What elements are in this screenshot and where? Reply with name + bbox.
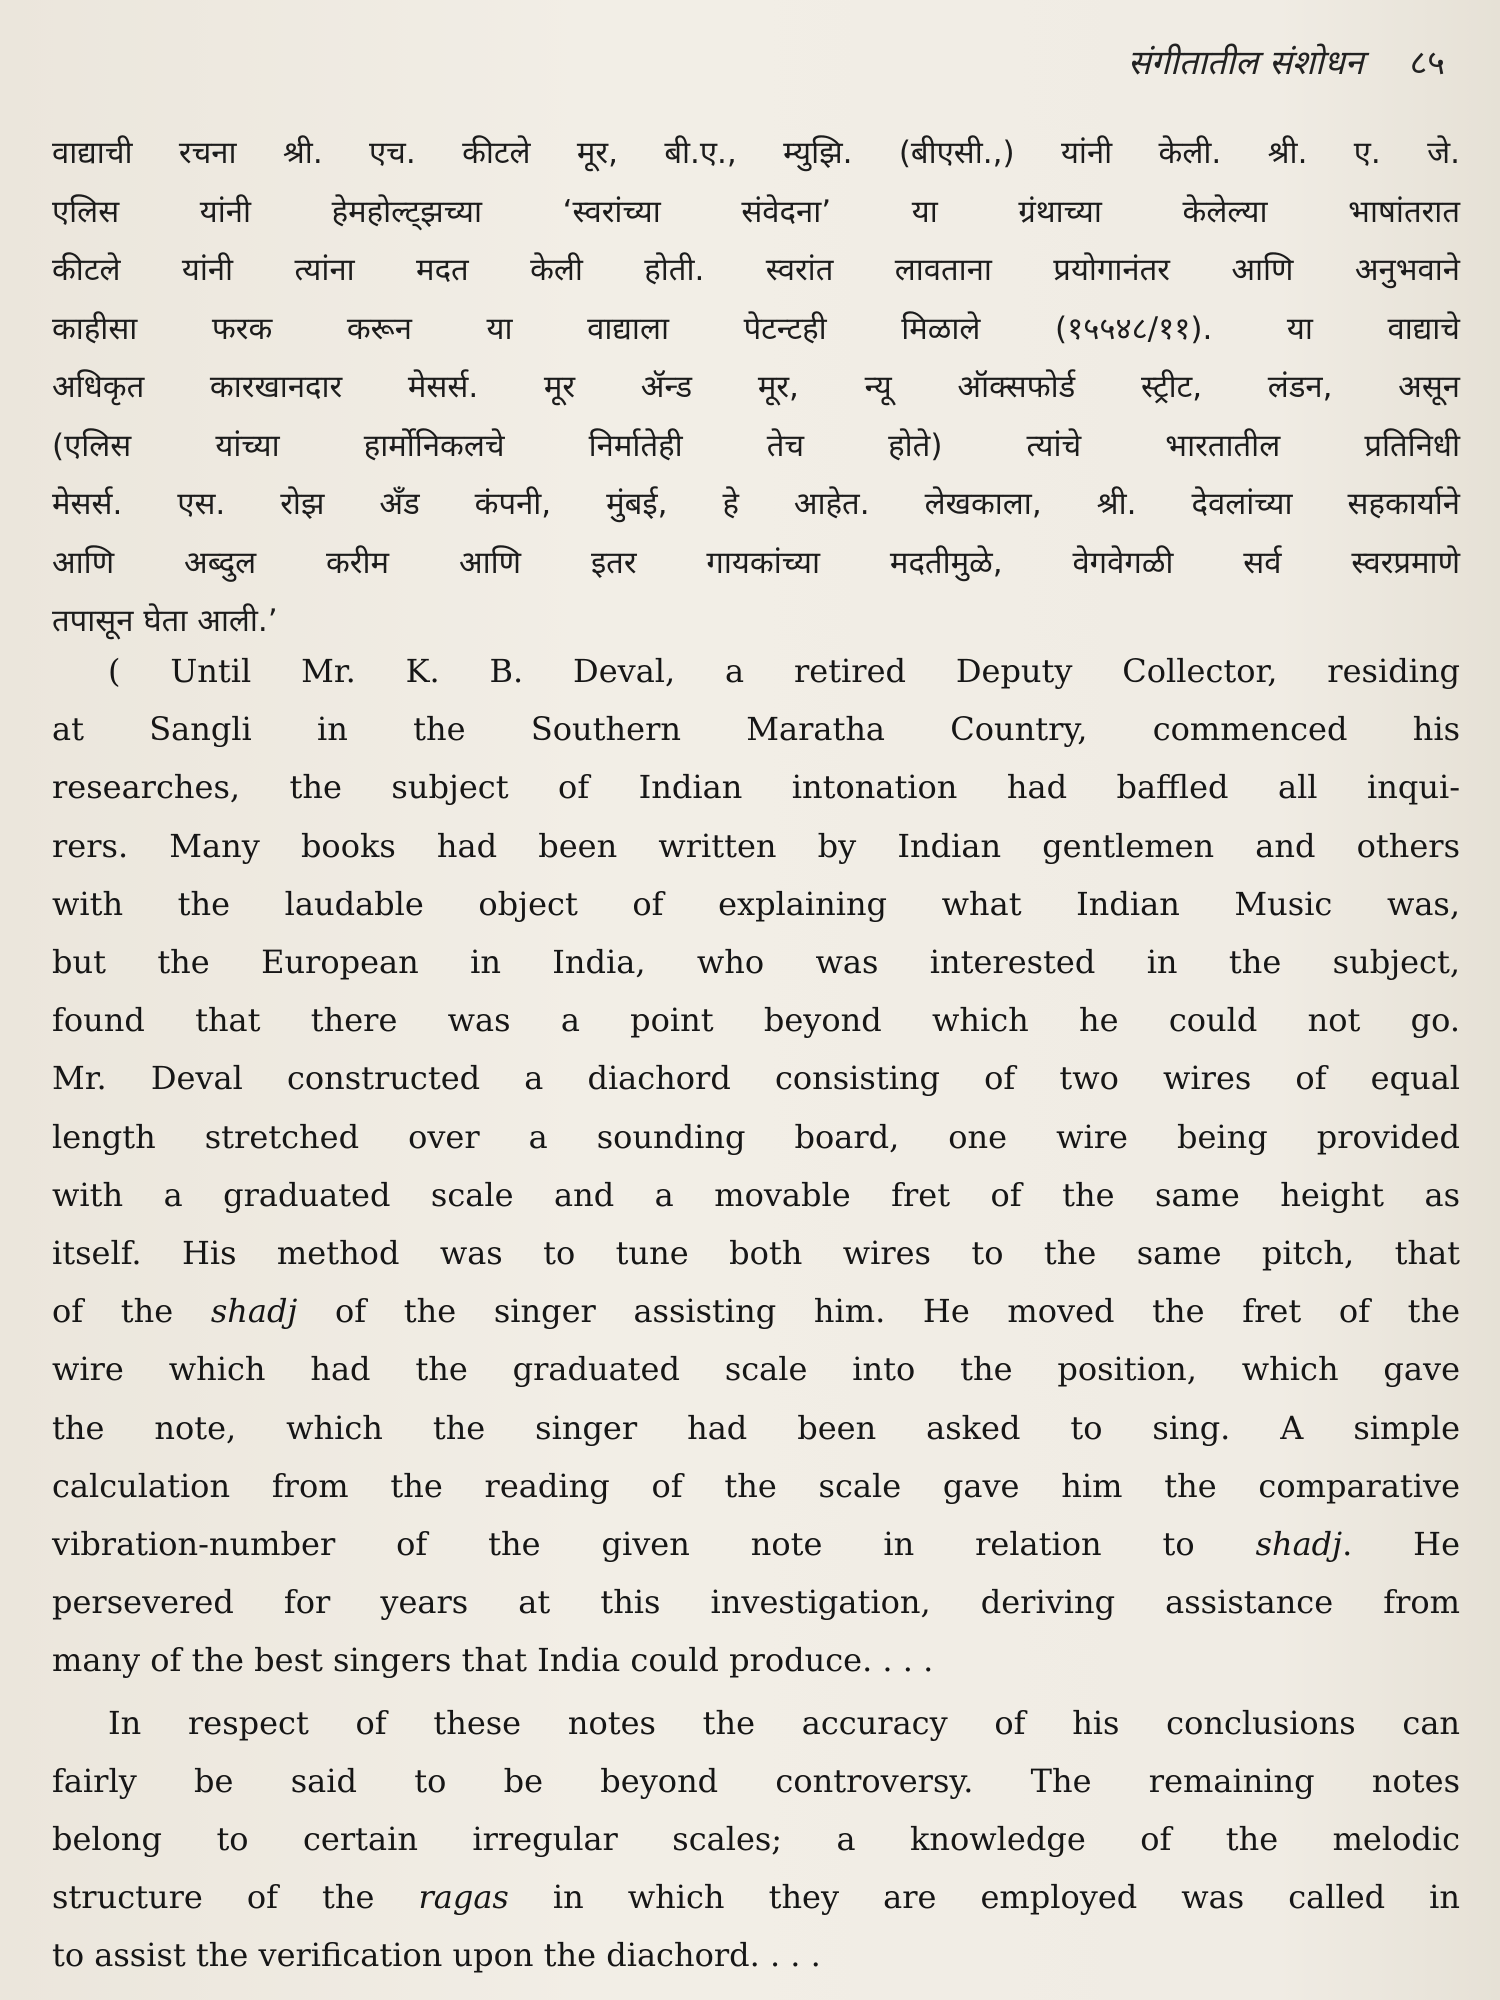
text-segment: structure of the: [52, 1878, 419, 1917]
text-segment: vibration-number of the given note in relation to: [52, 1525, 1256, 1564]
quote-paragraph-1: [52, 642, 1460, 1690]
text-line: researches, the subject of Indian intonation had baffled all inqui-: [52, 768, 1460, 807]
text-line: at Sangli in the Southern Maratha Country, commenced his: [52, 710, 1460, 749]
text-line: वाद्याची रचना श्री. एच. कीटले मूर, बी.ए., म्युझि. (बीएसी.,) यांनी केली. श्री. ए. जे.: [52, 135, 1460, 171]
text-segment: . He: [1342, 1525, 1461, 1564]
text-line: with a graduated scale and a movable fret of the same height as: [52, 1175, 1460, 1214]
italic-term: shadj: [1255, 1525, 1343, 1564]
text-line: found that there was a point beyond which he could not go.: [52, 1001, 1460, 1040]
text-line: आणि अब्दुल करीम आणि इतर गायकांच्या मदतीमुळे, वेगवेगळी सर्व स्वरप्रमाणे: [52, 544, 1460, 581]
text-line: length stretched over a sounding board, one wire being provided: [52, 1117, 1460, 1156]
text-line: काहीसा फरक करून या वाद्याला पेटन्टही मिळाले (१५५४८/११). या वाद्याचे: [52, 310, 1460, 347]
text-line: persevered for years at this investigation, deriving assistance from: [52, 1583, 1460, 1622]
marathi-paragraph: [52, 124, 1460, 651]
quote-paragraph-2: [52, 1694, 1460, 1985]
text-line: itself. His method was to tune both wires to the same pitch, that: [52, 1234, 1460, 1273]
italic-term: shadj: [210, 1292, 298, 1331]
text-line: (एलिस यांच्या हार्मोनिकलचे निर्मातेही तेच होते) त्यांचे भारतातील प्रतिनिधी: [52, 427, 1460, 464]
text-line: [52, 1515, 1460, 1573]
running-header: [1128, 38, 1445, 84]
text-line: to assist the verification upon the diachord. . . .: [52, 1936, 821, 1975]
english-quotation: [52, 642, 1460, 1985]
header-title: संगीतातील संशोधन: [1127, 43, 1364, 83]
text-line: [52, 1868, 1460, 1926]
text-line: fairly be said to be beyond controversy. The remaining notes: [52, 1761, 1460, 1800]
text-line: rers. Many books had been written by Indian gentlemen and others: [52, 826, 1460, 865]
italic-term: ragas: [418, 1878, 509, 1917]
text-line: कीटले यांनी त्यांना मदत केली होती. स्वरांत लावताना प्रयोगानंतर आणि अनुभवाने: [52, 252, 1460, 288]
text-line: wire which had the graduated scale into the position, which gave: [52, 1350, 1460, 1389]
text-segment: of the singer assisting him. He moved the fret of the: [297, 1292, 1460, 1331]
text-segment: of the: [52, 1292, 211, 1331]
text-line: एलिस यांनी हेमहोल्ट्झच्या ‘स्वरांच्या संवेदना’ या ग्रंथाच्या केलेल्या भाषांतरात: [52, 193, 1460, 230]
text-line: [52, 1282, 1460, 1340]
text-line: with the laudable object of explaining what Indian Music was,: [52, 884, 1460, 923]
text-segment: in which they are employed was called in: [508, 1878, 1460, 1917]
text-line: the note, which the singer had been asked to sing. A simple: [52, 1408, 1460, 1447]
text-line: मेसर्स. एस. रोझ ॲंड कंपनी, मुंबई, हे आहेत. लेखकाला, श्री. देवलांच्या सहकार्याने: [52, 486, 1460, 522]
text-line: In respect of these notes the accuracy of his conclusions can: [108, 1703, 1460, 1742]
page-number: ८५: [1409, 43, 1445, 83]
text-line: Mr. Deval constructed a diachord consisting of two wires of equal: [52, 1059, 1460, 1098]
text-line: तपासून घेता आली.’: [52, 603, 278, 639]
text-line: calculation from the reading of the scale gave him the comparative: [52, 1466, 1460, 1505]
text-line: but the European in India, who was interested in the subject,: [52, 943, 1460, 982]
text-line: belong to certain irregular scales; a knowledge of the melodic: [52, 1820, 1460, 1859]
text-line: अधिकृत कारखानदार मेसर्स. मूर ॲन्ड मूर, न्यू ऑक्सफोर्ड स्ट्रीट, लंडन, असून: [52, 369, 1460, 405]
text-line: ( Until Mr. K. B. Deval, a retired Deputy Collector, residing: [108, 652, 1460, 690]
text-line: many of the best singers that India could produce. . . .: [52, 1641, 934, 1680]
